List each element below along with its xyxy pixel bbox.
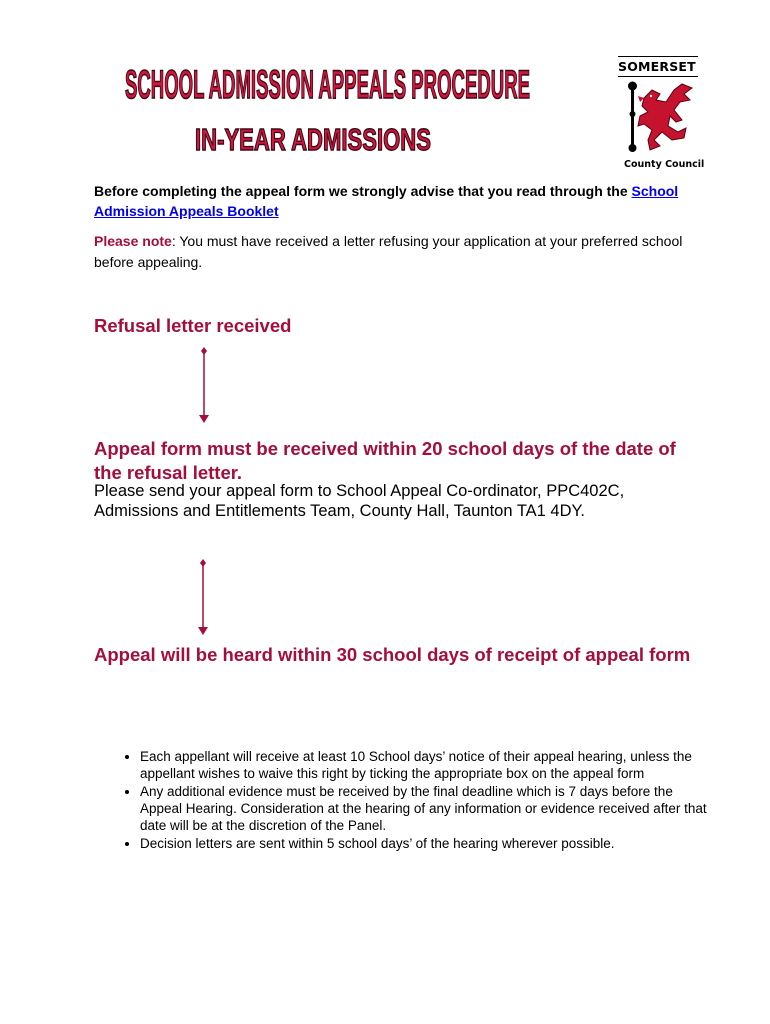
step-2-body: Please send your appeal form to School Appeal Co-ordinator, PPC402C, Admissions and Entitlements Team, County Hall, Taunton TA1 4DY. <box>94 482 625 520</box>
please-note <box>94 231 694 273</box>
note-text: : You must have received a letter refusing your application at your preferred school before appealing. <box>94 233 683 270</box>
step-3-heading: Appeal will be heard within 30 school days of receipt of appeal form <box>94 644 691 665</box>
logo-top-text: SOMERSET <box>618 59 696 74</box>
appeals-booklet-link[interactable]: School Admission Appeals Booklet <box>94 183 679 219</box>
step-1-heading: Refusal letter received <box>94 315 292 336</box>
intro-text: Before completing the appeal form we strongly advise that you read through the <box>94 183 628 199</box>
logo-rule <box>618 56 698 57</box>
logo-rule <box>618 76 698 77</box>
down-arrow-icon <box>196 345 212 425</box>
document-title <box>120 50 560 160</box>
list-item: • Any additional evidence must be received by the final deadline which is 7 days before the Appeal Hearing. Consideration at the hearing of any information or evidence received after that date will be at the discretion of the Panel. <box>140 783 710 834</box>
title-line-2: IN-YEAR ADMISSIONS <box>195 122 431 157</box>
intro-paragraph <box>94 181 694 221</box>
list-item: • Each appellant will receive at least 10 School days’ notice of their appeal hearing, unless the appellant wishes to waive this right by ticking the appropriate box on the appeal form <box>140 748 710 782</box>
council-logo <box>618 56 705 174</box>
title-line-1: SCHOOL ADMISSION APPEALS PROCEDURE <box>125 63 530 107</box>
note-label: Please note <box>94 233 172 249</box>
down-arrow-icon <box>195 557 211 637</box>
logo-bottom-text: County Council <box>624 159 705 170</box>
list-item: • Decision letters are sent within 5 school days’ of the hearing wherever possible. <box>140 835 710 852</box>
dragon-icon <box>622 80 698 158</box>
step-2-heading: Appeal form must be received within 20 school days of the date of the refusal letter. <box>94 438 676 483</box>
info-bullet-list <box>110 748 710 852</box>
